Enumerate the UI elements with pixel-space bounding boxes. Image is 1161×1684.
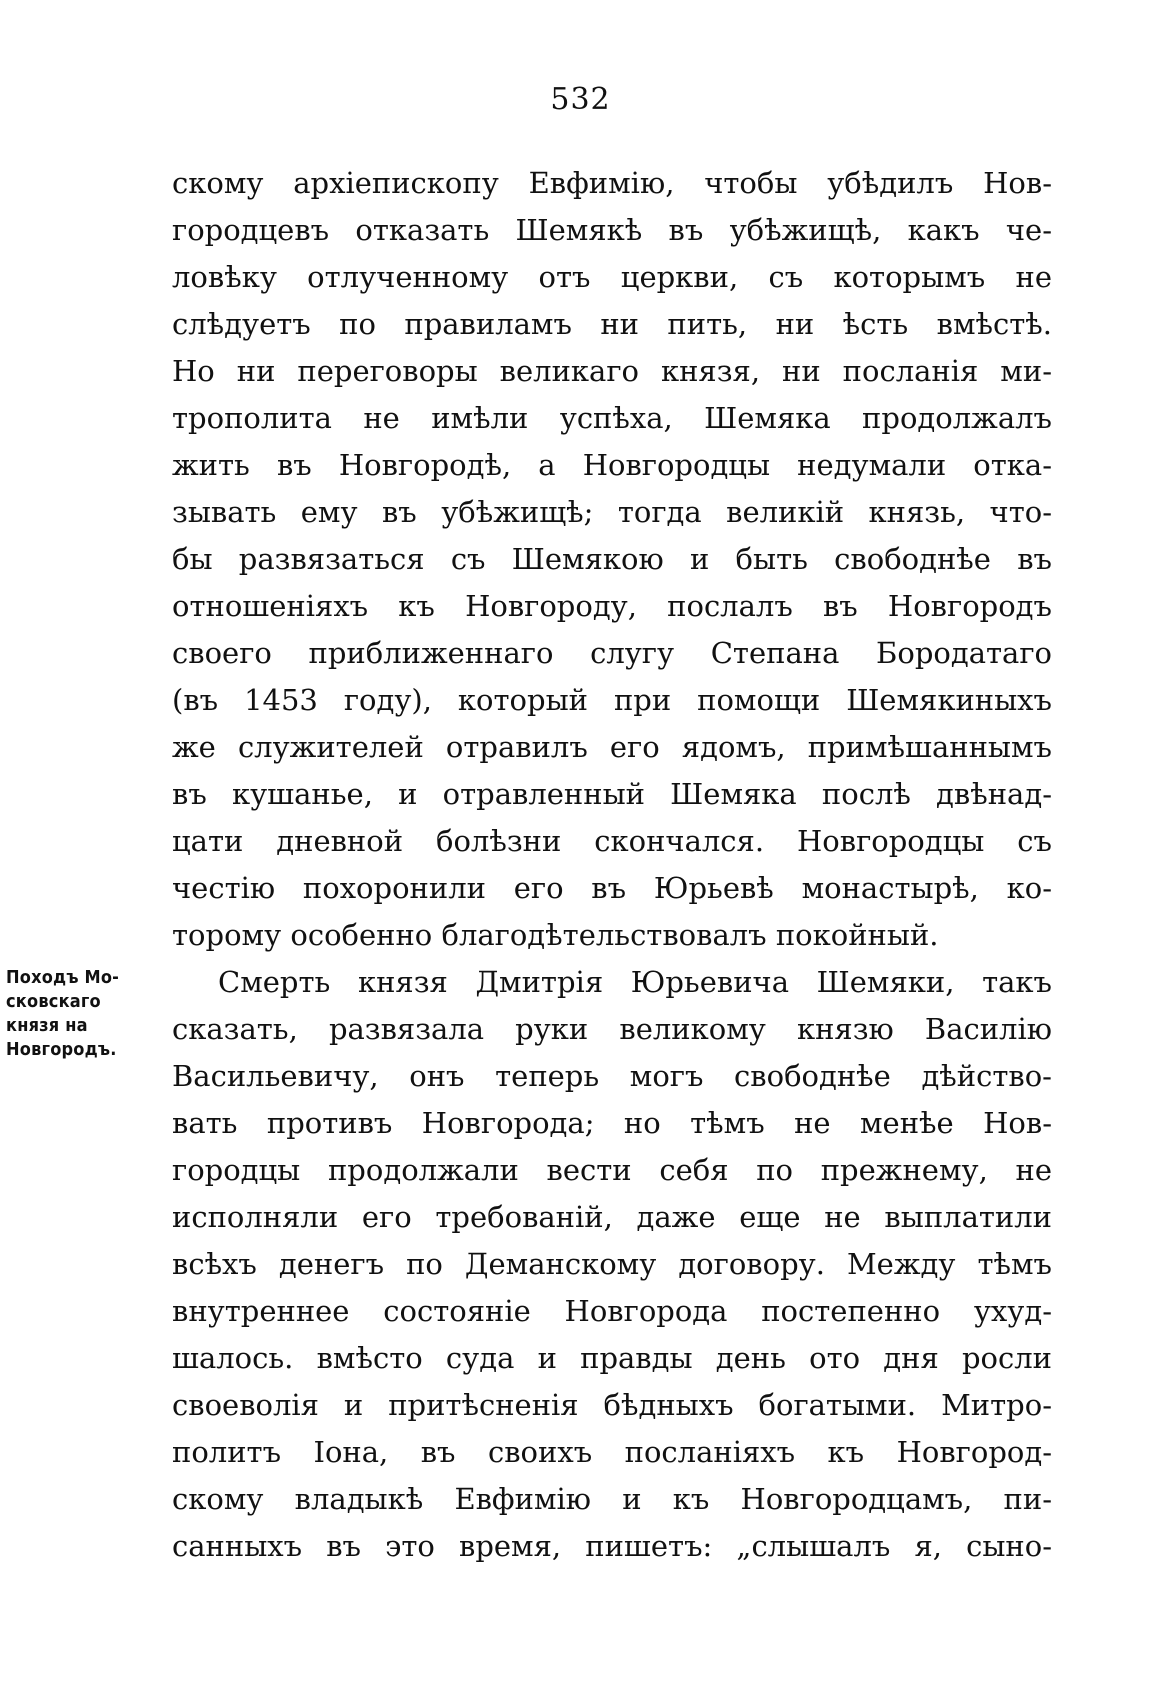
text-line: зывать ему въ убѣжищѣ; тогда великій князь, что- — [172, 495, 1052, 529]
text-line: городцы продолжали вести себя по прежнему, не — [172, 1153, 1052, 1187]
text-line: своеволія и притѣсненія бѣдныхъ богатыми. Митро- — [172, 1388, 1052, 1422]
text-line: бы развязаться съ Шемякою и быть свободнѣе въ — [172, 542, 1052, 576]
text-line: жить въ Новгородѣ, а Новгородцы недумали отка- — [172, 448, 1052, 482]
text-line: же служителей отравилъ его ядомъ, примѣшаннымъ — [172, 730, 1052, 764]
text-line: въ кушанье, и отравленный Шемяка послѣ двѣнад- — [172, 777, 1052, 811]
text-line: исполняли его требованій, даже еще не выплатили — [172, 1200, 1052, 1234]
text-line: трополита не имѣли успѣха, Шемяка продолжалъ — [172, 401, 1052, 435]
text-line: сказать, развязала руки великому князю Василію — [172, 1012, 1052, 1046]
margin-note-line: сковскаго — [6, 991, 101, 1012]
text-line: честію похоронили его въ Юрьевѣ монастырѣ, ко- — [172, 871, 1052, 905]
margin-note-line: Походъ Мо- — [6, 967, 120, 988]
text-line: слѣдуетъ по правиламъ ни пить, ни ѣсть вмѣстѣ. — [172, 307, 1052, 341]
text-line: отношеніяхъ къ Новгороду, послалъ въ Новгородъ — [172, 589, 1052, 623]
body-text — [172, 160, 1052, 1570]
text-line: всѣхъ денегъ по Деманскому договору. Между тѣмъ — [172, 1247, 1052, 1281]
text-line: шалось. вмѣсто суда и правды день ото дня росли — [172, 1341, 1052, 1375]
paragraph-start-line: Смерть князя Дмитрія Юрьевича Шемяки, такъ — [218, 965, 1052, 999]
margin-note-line: Новгородъ. — [6, 1039, 117, 1060]
text-line: политъ Іона, въ своихъ посланіяхъ къ Новгород- — [172, 1435, 1052, 1469]
text-line: скому архіепископу Евфимію, чтобы убѣдилъ Нов- — [172, 166, 1052, 200]
margin-note — [6, 966, 166, 1062]
text-line: внутреннее состояніе Новгорода постепенно ухуд- — [172, 1294, 1052, 1328]
text-line: Но ни переговоры великаго князя, ни посланія ми- — [172, 354, 1052, 388]
page-number: 532 — [550, 82, 611, 117]
text-line: цати дневной болѣзни скончался. Новгородцы съ — [172, 824, 1052, 858]
text-line: своего приближеннаго слугу Степана Бородатаго — [172, 636, 1052, 670]
margin-note-line: князя на — [6, 1015, 88, 1036]
paragraph-end-line: торому особенно благодѣтельствовалъ покойный. — [172, 918, 939, 952]
text-line: (въ 1453 году), который при помощи Шемякиныхъ — [172, 683, 1052, 717]
text-line: Васильевичу, онъ теперь могъ свободнѣе дѣйство- — [172, 1059, 1052, 1093]
text-line: скому владыкѣ Евфимію и къ Новгородцамъ, пи- — [172, 1482, 1052, 1516]
text-line: вать противъ Новгорода; но тѣмъ не менѣе Нов- — [172, 1106, 1052, 1140]
text-line: городцевъ отказать Шемякѣ въ убѣжищѣ, какъ че- — [172, 213, 1052, 247]
text-line: ловѣку отлученному отъ церкви, съ которымъ не — [172, 260, 1052, 294]
text-line: санныхъ въ это время, пишетъ: „слышалъ я, сыно- — [172, 1529, 1052, 1563]
